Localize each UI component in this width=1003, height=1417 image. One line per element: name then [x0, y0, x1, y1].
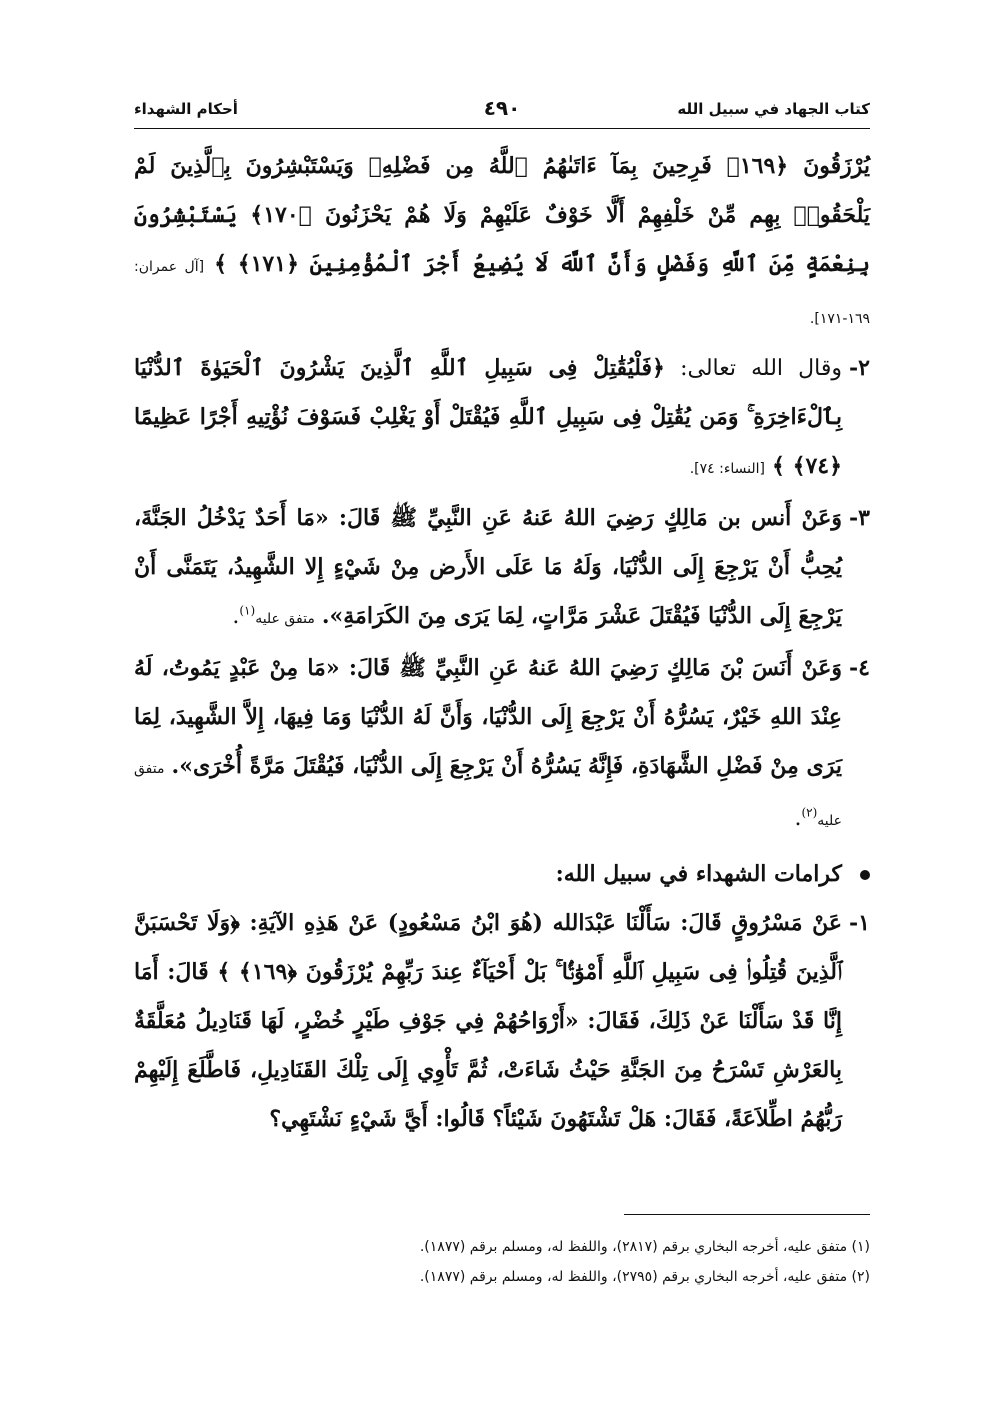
main-text [134, 142, 870, 1144]
hadith-text: وَعَنْ أَنَسَ بْنَ مَالِكٍ رَضِيَ اللهُ عَنهُ عَنِ النَّبِيِّ ﷺ قَالَ: «مَا مِنْ عَبْدٍ يَمُوتُ، لَهُ عِنْدَ اللهِ خَيْرٌ، يَسُرُّهُ أَنْ يَرْجِعَ إِلَى الدُّنْيَا، وَأَنَّ لَهُ الدُّنْيَا وَمَا فِيهَا، إِلاَّ الشَّهِيدَ، لِمَا يَرَى مِنْ فَضْلِ الشَّهَادَةِ، فَإِنَّهُ يَسُرُّهُ أَنْ يَرْجِعَ إِلَى الدُّنْيَا، فَيُقْتَلَ مَرَّةً أُخْرَى». [134, 655, 842, 779]
page-number: ٤٩٠ [483, 96, 521, 120]
list-item [134, 344, 870, 494]
item-number: ٣- [849, 505, 870, 531]
section-heading-text: كرامات الشهداء في سبيل الله: [555, 861, 842, 887]
book-page [134, 92, 870, 1322]
intro-verse-paragraph [134, 142, 870, 344]
footnote-marker: (١) [239, 603, 256, 618]
list-item [134, 899, 870, 1144]
footnote-rule [624, 1214, 870, 1215]
section-heading [134, 850, 870, 899]
item-number: ٤- [849, 655, 870, 681]
bullet-icon [860, 870, 870, 880]
hadith-text: عَنْ مَسْرُوقٍ قَالَ: سَأَلْنَا عَبْدَالله (هُوَ ابْنُ مَسْعُودٍ) عَنْ هَذِهِ الآيَةِ: ﴿وَلَا تَحْسَبَنَّ ٱلَّذِينَ قُتِلُوا۟ فِى سَبِيلِ ٱللَّهِ أَمْوَٰتًۢا ۚ بَلْ أَحْيَآءٌ عِندَ رَبِّهِمْ يُرْزَقُونَ ﴿١٦٩﴾ ﴾ قَالَ: أَمَا إِنَّا قَدْ سَأَلْنَا عَنْ ذَلِكَ، فَقَالَ: «أَرْوَاحُهُمْ فِي جَوْفِ طَيْرٍ خُضْرٍ، لَهَا قَنَادِيلُ مُعَلَّقَةٌ بِالعَرْشِ تَسْرَحُ مِنَ الجَنَّةِ حَيْثُ شَاءَتْ، ثُمَّ تَأْوِي إِلَى تِلْكَ القَنَادِيلِ، فَاطَّلَعَ إِلَيْهِمْ رَبُّهُمُ اطِّلاَعَةً، فَقَالَ: هَلْ تَشْتَهُونَ شَيْئاً؟ قَالُوا: أَيَّ شَيْءٍ نَشْتَهِي؟ [134, 910, 842, 1132]
hadith-text: وَعَنْ أَنس بن مَالِكٍ رَضِيَ اللهُ عَنهُ عَنِ النَّبِيِّ ﷺ قَالَ: «مَا أَحَدٌ يَدْخُلُ الجَنَّةَ، يُحِبُّ أَنْ يَرْجِعَ إِلَى الدُّنْيَا، وَلَهُ مَا عَلَى الأَرض مِنْ شَيْءٍ إِلا الشَّهِيدُ، يَتَمَنَّى أَنْ يَرْجِعَ إِلَى الدُّنْيَا فَيُقْتَلَ عَشْرَ مَرَّاتٍ، لِمَا يَرَى مِنَ الكَرَامَةِ». [134, 505, 842, 629]
verse-reference: [آل عمران: ١٦٩-١٧١]. [134, 259, 870, 327]
running-header [134, 92, 870, 126]
hadith-reference: متفق عليه [255, 611, 315, 627]
list-item: ٤- وَعَنْ أَنَسَ بْنَ مَالِكٍ رَضِيَ اللهُ عَنهُ عَنِ النَّبِيِّ ﷺ قَالَ: «مَا مِنْ عَبْدٍ يَمُوتُ، لَهُ عِنْدَ اللهِ خَيْرٌ، يَسُرُّهُ أَنْ يَرْجِعَ إِلَى الدُّنْيَا، وَأَنَّ لَهُ الدُّنْيَا وَمَا فِيهَا، إِلاَّ الشَّهِيدَ، لِمَا يَرَى مِنْ فَضْلِ الشَّهَادَةِ، فَإِنَّهُ يَسُرُّهُ أَنْ يَرْجِعَ إِلَى الدُّنْيَا، فَيُقْتَلَ مَرَّةً أُخْرَى». متفق عليه$^{(٢)}$. [134, 644, 870, 846]
header-rule [134, 128, 870, 129]
footnote: (١) متفق عليه، أخرجه البخاري برقم (٢٨١٧)، واللفظ له، ومسلم برقم (١٨٧٧). [419, 1239, 870, 1255]
item-number: ١- [849, 910, 870, 936]
footnotes [134, 1232, 870, 1292]
book-title: كتاب الجهاد في سبيل الله [677, 100, 870, 118]
item-lead: وقال الله تعالى: [680, 356, 842, 381]
item-number: ٢- [849, 355, 870, 381]
footnote-marker: (٢) [801, 805, 818, 820]
hadith-reference: متفق عليه [134, 761, 842, 829]
footnote: (٢) متفق عليه، أخرجه البخاري برقم (٢٧٩٥)، واللفظ له، ومسلم برقم (١٨٧٧). [419, 1269, 870, 1285]
chapter-title: أحكام الشهداء [134, 100, 238, 118]
quran-verse: يُرْزَقُونَ ﴿١٦٩﴾ فَرِحِينَ بِمَآ ءَاتَىٰهُمُ ٱللَّهُ مِن فَضْلِهِۦ وَيَسْتَبْشِرُونَ بِٱلَّذِينَ لَمْ يَلْحَقُوا۟ بِهِم مِّنْ خَلْفِهِمْ أَلَّا خَوْفٌ عَلَيْهِمْ وَلَا هُمْ يَحْزَنُونَ ﴿١٧٠﴾ يَسْتَبْشِرُونَ بِنِعْمَةٍ مِّنَ ٱللَّهِ وَفَضْلٍ وَأَنَّ ٱللَّهَ لَا يُضِيعُ أَجْرَ ٱلْمُؤْمِنِينَ ﴿١٧١﴾ ﴾ [134, 153, 870, 277]
list-item: ٣- وَعَنْ أَنس بن مَالِكٍ رَضِيَ اللهُ عَنهُ عَنِ النَّبِيِّ ﷺ قَالَ: «مَا أَحَدٌ يَدْخُلُ الجَنَّةَ، يُحِبُّ أَنْ يَرْجِعَ إِلَى الدُّنْيَا، وَلَهُ مَا عَلَى الأَرض مِنْ شَيْءٍ إِلا الشَّهِيدُ، يَتَمَنَّى أَنْ يَرْجِعَ إِلَى الدُّنْيَا فَيُقْتَلَ عَشْرَ مَرَّاتٍ، لِمَا يَرَى مِنَ الكَرَامَةِ». متفق عليه$^{(١)}$. [134, 494, 870, 644]
verse-reference: [النساء: ٧٤]. [689, 461, 766, 477]
quran-verse: ﴿فَلْيُقَٰتِلْ فِى سَبِيلِ ٱللَّهِ ٱلَّذِينَ يَشْرُونَ ٱلْحَيَوٰةَ ٱلدُّنْيَا بِٱلْءَاخِرَةِ ۚ وَمَن يُقَٰتِلْ فِى سَبِيلِ ٱللَّهِ فَيُقْتَلْ أَوْ يَغْلِبْ فَسَوْفَ نُؤْتِيهِ أَجْرًا عَظِيمًا ﴿٧٤﴾ ﴾ [134, 355, 842, 479]
